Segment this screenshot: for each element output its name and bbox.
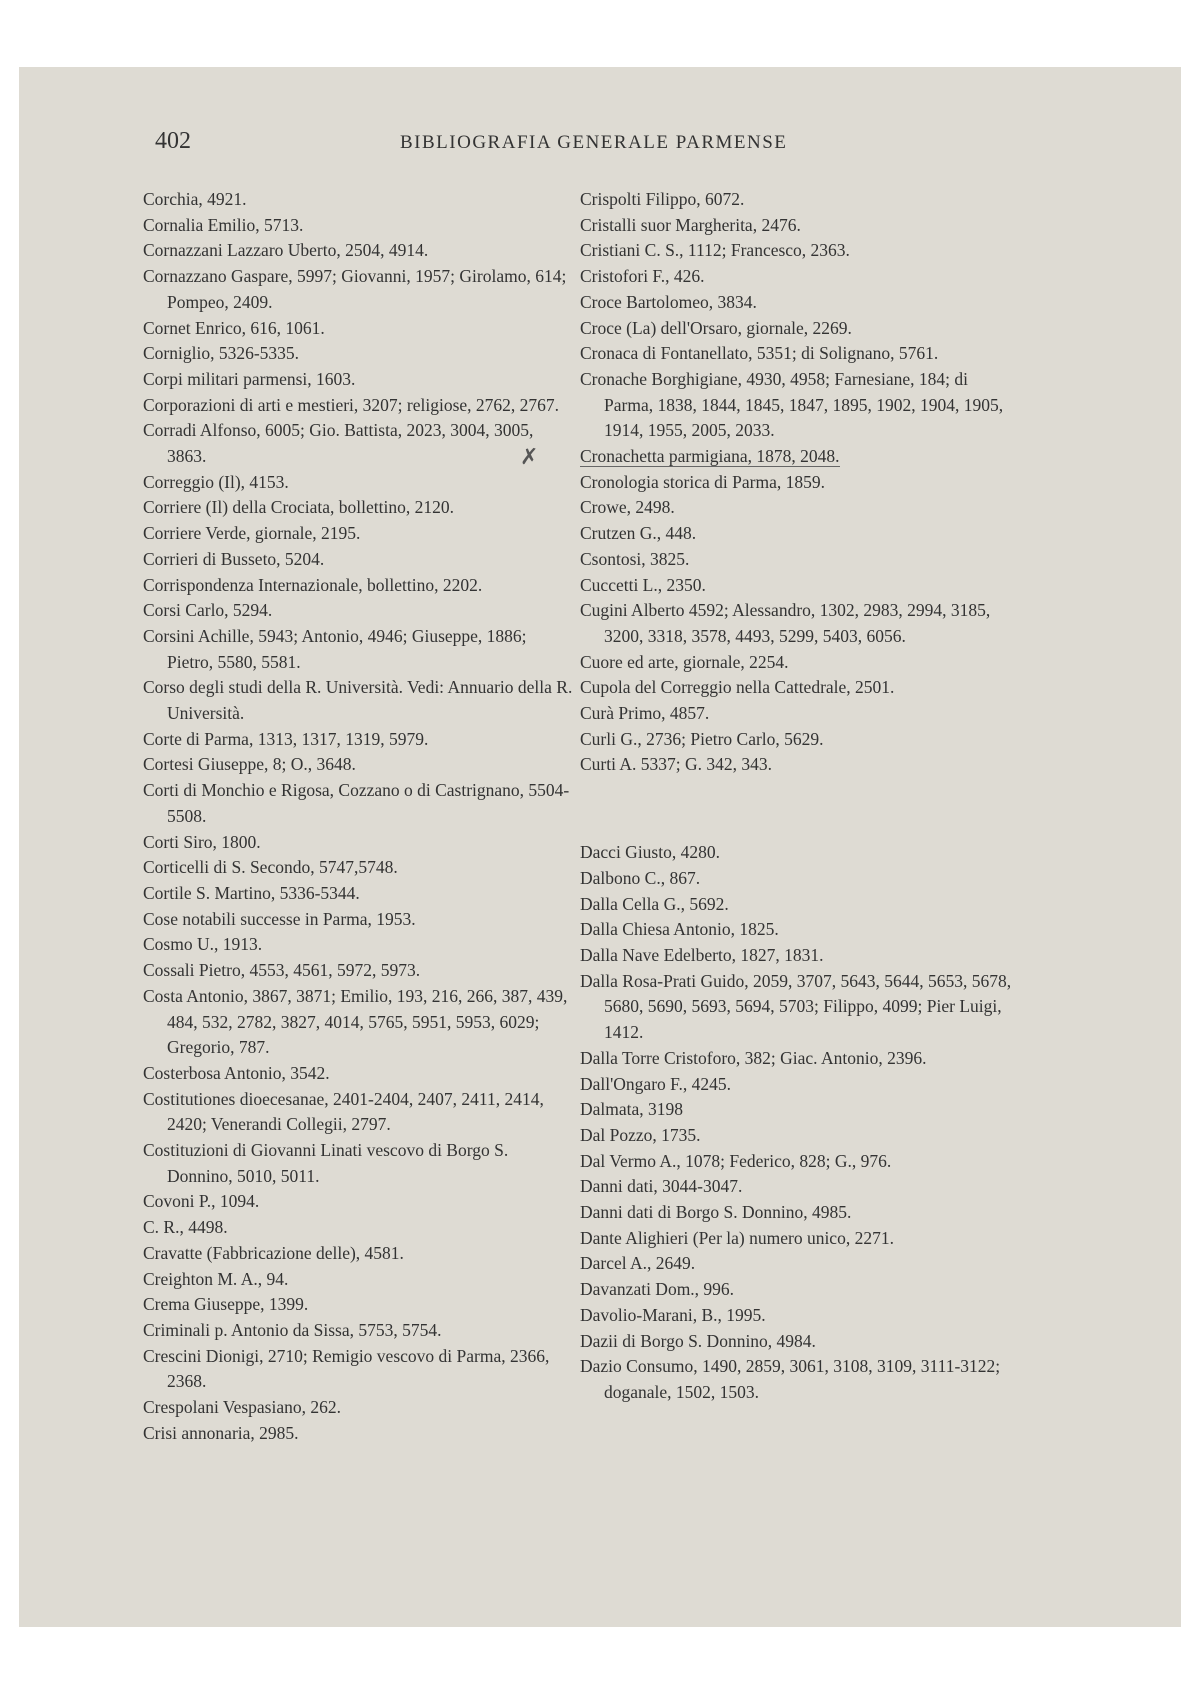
index-entry: Crespolani Vespasiano, 262. [143,1397,341,1418]
index-entry: Cortile S. Martino, 5336-5344. [143,882,360,903]
index-entry: Cugini Alberto 4592; Alessandro, 1302, 2983, 2994, 3185, 3200, 3318, 3578, 4493, 5299, 5403, 6056. [580,600,991,646]
index-entry: Corriere Verde, giornale, 2195. [143,523,361,544]
index-entry: Corniglio, 5326-5335. [143,343,300,364]
index-entry: Crema Giuseppe, 1399. [143,1294,309,1315]
index-entry: Corrispondenza Internazionale, bollettino, 2202. [143,574,483,595]
index-entry-text: Cronachetta parmigiana, 1878, 2048. [580,446,840,467]
index-entry: C. R., 4498. [143,1217,228,1238]
index-entry: Corradi Alfonso, 6005; Gio. Battista, 2023, 3004, 3005, 3863. [143,420,534,467]
index-entry: Costerbosa Antonio, 3542. [143,1062,330,1083]
index-entry: Cornazzani Lazzaro Uberto, 2504, 4914. [143,240,429,261]
index-entry: Dazio Consumo, 1490, 2859, 3061, 3108, 3109, 3111-3122; doganale, 1502, 1503. [580,1356,1001,1402]
index-entry: Cosmo U., 1913. [143,934,263,955]
index-entry: Cortesi Giuseppe, 8; O., 3648. [143,754,356,775]
index-entry: Dalla Nave Edelberto, 1827, 1831. [580,944,824,965]
index-entry: Dalla Torre Cristoforo, 382; Giac. Antonio, 2396. [580,1047,927,1068]
index-entry: Corsini Achille, 5943; Antonio, 4946; Giuseppe, 1886; Pietro, 5580, 5581. [143,625,527,672]
index-entry: Costa Antonio, 3867, 3871; Emilio, 193, 216, 266, 387, 439, 484, 532, 2782, 3827, 4014, 5765, 5951, 5953, 6029; Gregorio, 787. [143,985,568,1058]
index-entry: Dalla Rosa-Prati Guido, 2059, 3707, 5643, 5644, 5653, 5678, 5680, 5690, 5693, 5694, 5703; Filippo, 4099; Pier Luigi, 1412. [580,970,1012,1043]
index-entry: Cronologia storica di Parma, 1859. [580,471,825,492]
index-entry: Costitutiones dioecesanae, 2401-2404, 2407, 2411, 2414, 2420; Venerandi Collegii, 2797. [143,1088,544,1135]
index-entry: Corporazioni di arti e mestieri, 3207; religiose, 2762, 2767. [143,394,560,415]
index-entry: Creighton M. A., 94. [143,1268,289,1289]
index-entry: Croce (La) dell'Orsaro, giornale, 2269. [580,317,852,338]
index-entry: Davolio-Marani, B., 1995. [580,1304,766,1325]
index-entry: Csontosi, 3825. [580,548,690,569]
index-entry: Dazii di Borgo S. Donnino, 4984. [580,1330,816,1351]
index-entry: Croce Bartolomeo, 3834. [580,291,757,312]
book-page [125,70,1135,1590]
index-entry: Dacci Giusto, 4280. [580,842,720,863]
index-entry: Dal Vermo A., 1078; Federico, 828; G., 976. [580,1150,892,1171]
index-entry-marked: ✗ Cronachetta parmigiana, 1878, 2048. [520,444,840,470]
index-entry: Corticelli di S. Secondo, 5747,5748. [143,857,398,878]
index-entry: Costituzioni di Giovanni Linati vescovo di Borgo S. Donnino, 5010, 5011. [143,1140,509,1186]
index-entry: Curti A. 5337; G. 342, 343. [580,754,773,775]
index-entry: Cuccetti L., 2350. [580,574,706,595]
index-entry: Crescini Dionigi, 2710; Remigio vescovo di Parma, 2366, 2368. [143,1345,550,1392]
index-entry: Dal Pozzo, 1735. [580,1124,701,1145]
index-entry: Cristalli suor Margherita, 2476. [580,214,801,235]
index-entry: Corriere (Il) della Crociata, bollettino, 2120. [143,497,455,518]
index-entry: Correggio (Il), 4153. [143,471,289,492]
index-entry: Crutzen G., 448. [580,523,697,544]
index-entry: Corsi Carlo, 5294. [143,600,273,621]
letter-section-gap [580,778,1020,840]
index-entry: Darcel A., 2649. [580,1253,696,1274]
index-entry: Cuore ed arte, giornale, 2254. [580,651,789,672]
index-entry: Curli G., 2736; Pietro Carlo, 5629. [580,728,824,749]
index-entry: Cornalia Emilio, 5713. [143,214,304,235]
index-entry: Corso degli studi della R. Università. Vedi: Annuario della R. Università. [143,677,573,724]
index-entry: Cupola del Correggio nella Cattedrale, 2501. [580,677,895,698]
index-entry: Dall'Ongaro F., 4245. [580,1073,731,1094]
index-entry: Crisi annonaria, 2985. [143,1422,299,1443]
index-entry: Cronache Borghigiane, 4930, 4958; Farnesiane, 184; di Parma, 1838, 1844, 1845, 1847, 1895, 1902, 1904, 1905, 1914, 1955, 2005, 2033. [580,368,1004,441]
index-entry: Danni dati, 3044-3047. [580,1176,743,1197]
index-entry: Cornazzano Gaspare, 5997; Giovanni, 1957; Girolamo, 614; Pompeo, 2409. [143,266,567,312]
index-entry: Cristofori F., 426. [580,266,705,287]
index-entry: Cristiani C. S., 1112; Francesco, 2363. [580,240,850,261]
index-entry: Cose notabili successe in Parma, 1953. [143,908,416,929]
index-entry: Dalbono C., 867. [580,867,701,888]
index-column-left [143,187,573,1446]
index-entry: Corti di Monchio e Rigosa, Cozzano o di Castrignano, 5504-5508. [143,780,570,826]
index-entry: Cravatte (Fabbricazione delle), 4581. [143,1242,404,1263]
index-entry: Crispolti Filippo, 6072. [580,189,745,209]
index-entry: Corrieri di Busseto, 5204. [143,548,325,569]
index-entry: Dalla Cella G., 5692. [580,893,729,914]
index-entry: Cronaca di Fontanellato, 5351; di Solignano, 5761. [580,343,939,364]
index-entry: Corte di Parma, 1313, 1317, 1319, 5979. [143,728,429,749]
index-column-right [520,187,1020,1406]
index-entry: Dalmata, 3198 [580,1099,684,1120]
index-entry: Corti Siro, 1800. [143,831,261,852]
index-entry: Curà Primo, 4857. [580,703,710,724]
index-entry: Dante Alighieri (Per la) numero unico, 2271. [580,1227,894,1248]
index-entry: Corpi militari parmensi, 1603. [143,368,356,389]
index-entry: Dalla Chiesa Antonio, 1825. [580,919,779,940]
index-entry: Davanzati Dom., 996. [580,1279,735,1300]
index-entry: Crowe, 2498. [580,497,675,518]
index-entry: Cornet Enrico, 616, 1061. [143,317,325,338]
running-title: BIBLIOGRAFIA GENERALE PARMENSE [400,132,788,153]
index-entry: Cossali Pietro, 4553, 4561, 5972, 5973. [143,960,421,981]
index-entry: Criminali p. Antonio da Sissa, 5753, 5754. [143,1319,442,1340]
index-entry: Corchia, 4921. [143,189,247,209]
index-entry: Covoni P., 1094. [143,1191,260,1212]
page-number: 402 [155,128,191,154]
index-entry: Danni dati di Borgo S. Donnino, 4985. [580,1202,852,1223]
